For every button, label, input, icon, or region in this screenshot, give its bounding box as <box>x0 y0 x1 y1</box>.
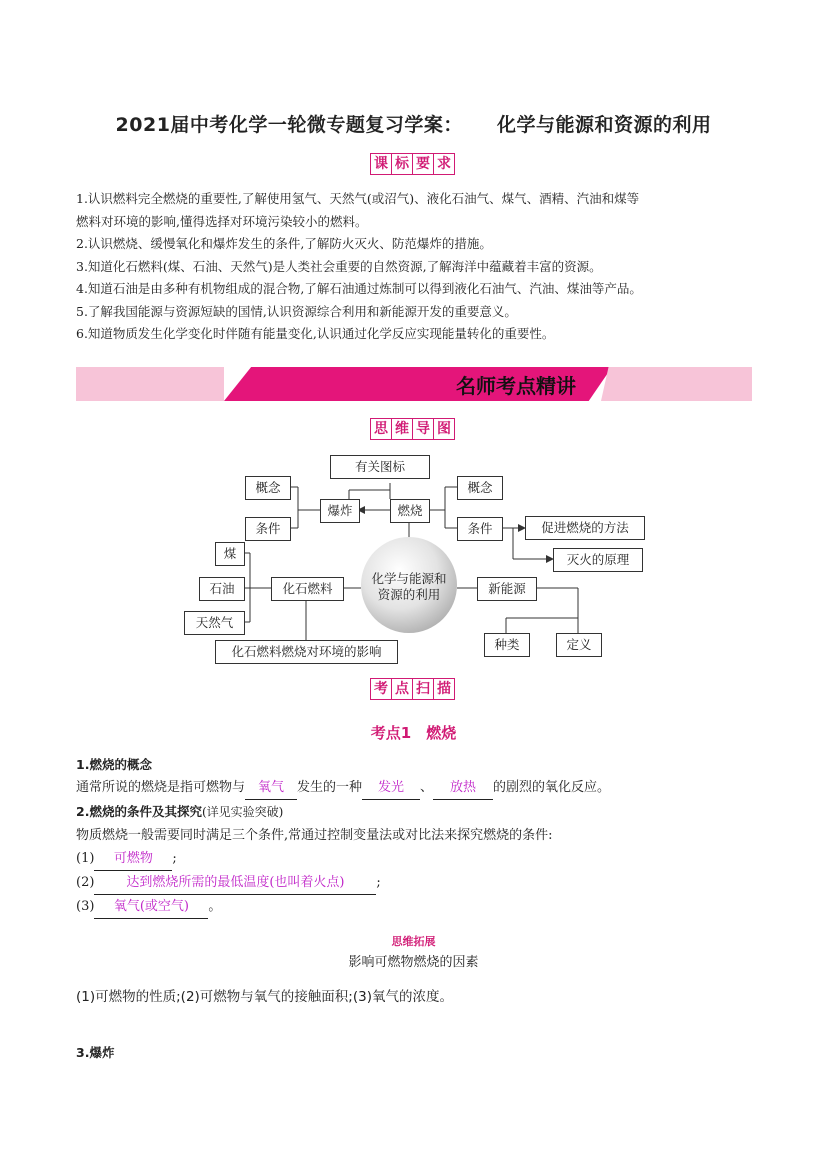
heading-concept: 1.燃烧的概念 <box>76 757 152 772</box>
heading-char: 扫 <box>412 678 434 700</box>
heading-char: 考 <box>370 678 392 700</box>
node-condition-right: 条件 <box>457 517 503 541</box>
heading-char: 要 <box>412 153 434 175</box>
heading-char: 导 <box>412 418 434 440</box>
conditions-paragraph: 物质燃烧一般需要同时满足三个条件,常通过控制变量法或对比法来探究燃烧的条件: <box>76 828 553 843</box>
text-span: ; <box>172 851 177 866</box>
concept-paragraph <box>76 776 766 800</box>
node-coal: 煤 <box>215 542 245 566</box>
text-span: 的剧烈的氧化反应。 <box>493 780 611 795</box>
node-new-energy: 新能源 <box>477 577 537 601</box>
answer-blank: 放热 <box>433 776 493 800</box>
mindmap-center <box>361 537 457 633</box>
text-span: 。 <box>208 899 222 914</box>
node-extinguish: 灭火的原理 <box>553 548 643 572</box>
section-body <box>76 753 766 919</box>
standard-item: 5.了解我国能源与资源短缺的国情,认识资源综合利用和新能源开发的重要意义。 <box>76 303 517 319</box>
standard-item: 燃料对环境的影响,懂得选择对环境污染较小的燃料。 <box>76 213 368 229</box>
node-types: 种类 <box>484 633 530 657</box>
heading-explosion: 3.爆炸 <box>76 1045 115 1060</box>
text-span: 、 <box>420 780 434 795</box>
node-gas: 天然气 <box>184 611 245 635</box>
condition-row <box>76 895 766 919</box>
center-line: 资源的利用 <box>377 587 441 602</box>
extension-body: (1)可燃物的性质;(2)可燃物与氧气的接触面积;(3)氧气的浓度。 <box>76 989 453 1005</box>
banner-title: 名师考点精讲 <box>456 374 576 398</box>
node-concept-right: 概念 <box>457 476 503 500</box>
node-fossil: 化石燃料 <box>271 577 344 601</box>
heading-char: 维 <box>391 418 413 440</box>
heading-conditions-row <box>76 800 766 824</box>
node-oil: 石油 <box>199 577 245 601</box>
section-title: 考点1 燃烧 <box>370 724 457 742</box>
standard-item: 1.认识燃料完全燃烧的重要性,了解使用氢气、天然气(或沼气)、液化石油气、煤气、酒精、汽油和煤等 <box>76 191 640 206</box>
extension-title: 影响可燃物燃烧的因素 <box>348 955 479 970</box>
condition-row <box>76 871 766 895</box>
answer-blank: 氧气(或空气) <box>94 895 208 919</box>
condition-row <box>76 847 766 871</box>
answer-blank: 可燃物 <box>94 847 172 871</box>
node-condition-left: 条件 <box>245 517 291 541</box>
heading-conditions: 2.燃烧的条件及其探究 <box>76 804 202 819</box>
heading-char: 求 <box>433 153 455 175</box>
heading-char: 点 <box>391 678 413 700</box>
condition-number: (3) <box>76 899 95 914</box>
extension-label: 思维拓展 <box>391 935 436 948</box>
answer-blank: 达到燃烧所需的最低温度(也叫着火点) <box>94 871 376 895</box>
standard-item: 3.知道化石燃料(煤、石油、天然气)是人类社会重要的自然资源,了解海洋中蕴藏着丰富的资源。 <box>76 258 602 274</box>
standard-item: 2.认识燃烧、缓慢氧化和爆炸发生的条件,了解防火灭火、防范爆炸的措施。 <box>76 236 492 251</box>
node-concept-left: 概念 <box>245 476 291 500</box>
condition-number: (2) <box>76 875 95 890</box>
standard-item: 6.知道物质发生化学变化时伴随有能量变化,认识通过化学反应实现能量转化的重要性。 <box>76 326 555 341</box>
condition-number: (1) <box>76 851 95 866</box>
heading-char: 课 <box>370 153 392 175</box>
heading-char: 描 <box>433 678 455 700</box>
node-combustion: 燃烧 <box>390 499 430 523</box>
node-icons: 有关图标 <box>330 455 430 479</box>
heading-note: (详见实验突破) <box>201 805 284 819</box>
node-impact: 化石燃料燃烧对环境的影响 <box>215 640 398 664</box>
heading-char: 图 <box>433 418 455 440</box>
title-left: 2021届中考化学一轮微专题复习学案： <box>115 114 463 136</box>
node-definition: 定义 <box>556 633 602 657</box>
center-line: 化学与能源和 <box>371 571 447 586</box>
text-span: 通常所说的燃烧是指可燃物与 <box>76 780 246 795</box>
scan-heading <box>370 678 454 700</box>
answer-blank: 发光 <box>362 776 420 800</box>
text-span: 发生的一种 <box>297 780 363 795</box>
answer-blank: 氧气 <box>245 776 297 800</box>
node-explosion: 爆炸 <box>320 499 360 523</box>
heading-char: 标 <box>391 153 413 175</box>
title-right: 化学与能源和资源的利用 <box>496 114 712 136</box>
heading-char: 思 <box>370 418 392 440</box>
node-promote: 促进燃烧的方法 <box>525 516 645 540</box>
standard-item: 4.知道石油是由多种有机物组成的混合物,了解石油通过炼制可以得到液化石油气、汽油、煤油等产品。 <box>76 281 642 296</box>
text-span: ; <box>376 875 381 890</box>
